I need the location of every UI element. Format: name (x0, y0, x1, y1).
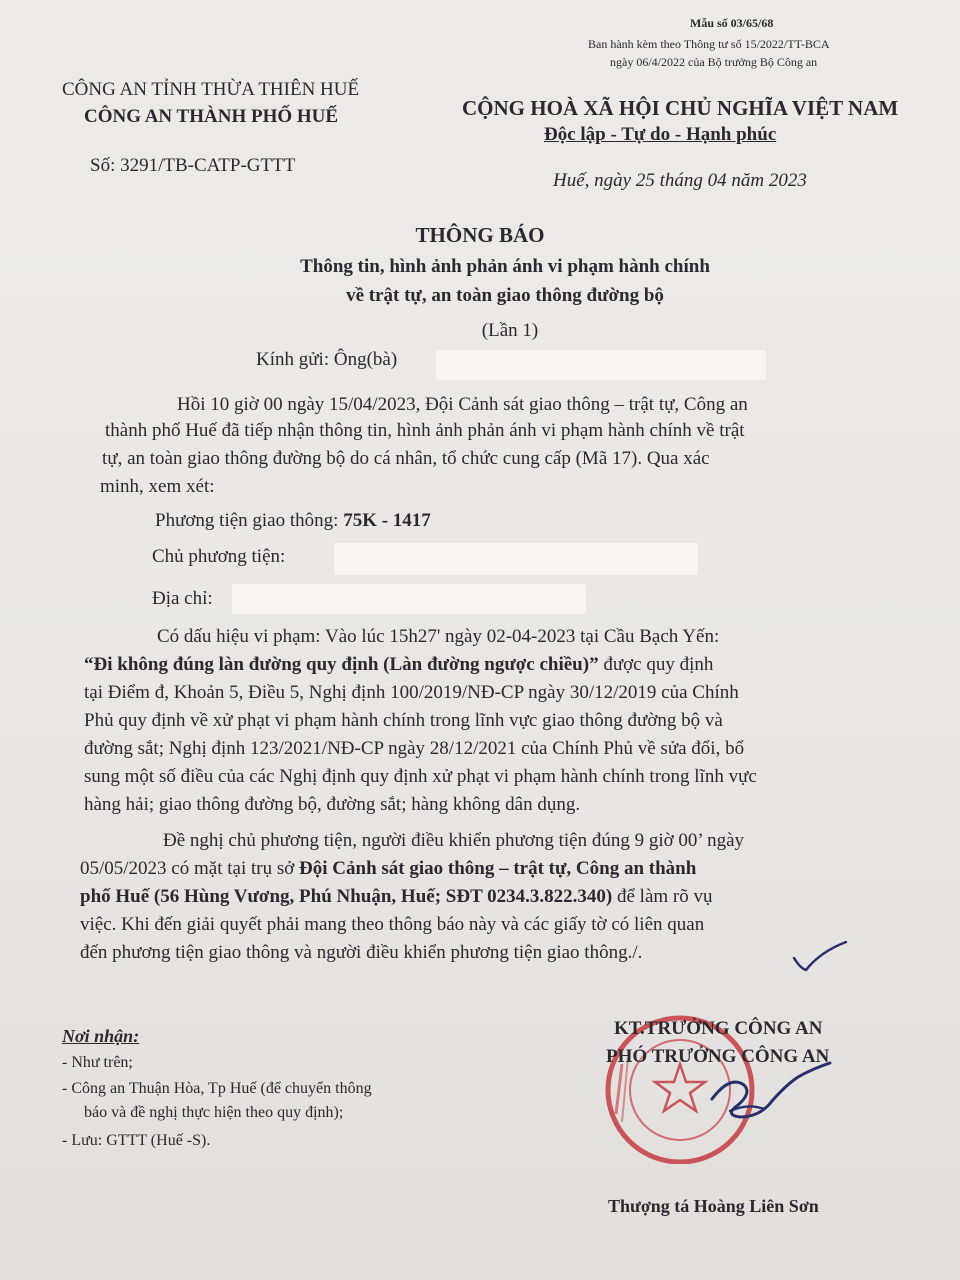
signature-title-2: PHÓ TRƯỞNG CÔNG AN (606, 1046, 830, 1067)
intro-line: thành phố Huế đã tiếp nhận thông tin, hình ảnh phản ánh vi phạm hành chính về trật (105, 420, 745, 441)
intro-line: Hồi 10 giờ 00 ngày 15/04/2023, Đội Cảnh sát giao thông – trật tự, Công an (177, 394, 748, 415)
form-issued-note: Ban hành kèm theo Thông tư số 15/2022/TT-BCA (588, 37, 830, 51)
redaction-recipient (436, 350, 766, 380)
greeting: Kính gửi: Ông(bà) (256, 349, 398, 370)
recipient-item: - Lưu: GTTT (Huế -S). (62, 1132, 211, 1149)
place-date: Huế, ngày 25 tháng 04 năm 2023 (553, 170, 807, 191)
nation-heading: CỘNG HOÀ XÃ HỘI CHỦ NGHĨA VIỆT NAM (462, 96, 899, 120)
license-plate: 75K - 1417 (343, 510, 431, 531)
recipient-item: - Công an Thuận Hòa, Tp Huế (để chuyển thông (62, 1080, 372, 1097)
notice-title: THÔNG BÁO (415, 223, 545, 247)
intro-line: minh, xem xét: (100, 476, 215, 497)
redaction-owner (334, 543, 698, 575)
office-address: phố Huế (56 Hùng Vương, Phú Nhuận, Huế; SĐT 0234.3.822.340) (80, 886, 613, 907)
violation-line (84, 654, 713, 676)
request-line: đến phương tiện giao thông và người điều khiển phương tiện giao thông./. (80, 942, 643, 963)
violation-line: sung một số điều của các Nghị định quy định xử phạt vi phạm hành chính trong lĩnh vực (84, 766, 757, 787)
office-name: Đội Cảnh sát giao thông – trật tự, Công an thành (299, 858, 697, 879)
violation-description: “Đi không đúng làn đường quy định (Làn đường ngược chiều)” (84, 654, 599, 675)
agency-parent: CÔNG AN TỈNH THỪA THIÊN HUẾ (62, 79, 360, 100)
handwritten-signature-icon (700, 1055, 840, 1135)
signer-name: Thượng tá Hoàng Liên Sơn (608, 1196, 819, 1216)
request-line: việc. Khi đến giải quyết phải mang theo thông báo này và các giấy tờ có liên quan (80, 914, 705, 935)
vehicle-label: Phương tiện giao thông: (155, 510, 339, 531)
notice-iteration: (Lần 1) (481, 320, 539, 341)
request-line (80, 858, 696, 880)
violation-line: Có dấu hiệu vi phạm: Vào lúc 15h27' ngày 02-04-2023 tại Cầu Bạch Yến: (157, 626, 720, 647)
form-code: Mẫu số 03/65/68 (690, 16, 774, 30)
signature-title-1: KT.TRƯỞNG CÔNG AN (614, 1018, 823, 1039)
violation-line: hàng hải; giao thông đường bộ, đường sắt; hàng không dân dụng. (84, 794, 581, 815)
recipient-item: báo và đề nghị thực hiện theo quy định); (84, 1104, 344, 1121)
violation-text: được quy định (598, 654, 714, 675)
owner-label: Chủ phương tiện: (152, 546, 286, 567)
nation-motto: Độc lập - Tự do - Hạnh phúc (544, 124, 777, 145)
intro-line: tự, an toàn giao thông đường bộ do cá nhân, tổ chức cung cấp (Mã 17). Qua xác (102, 448, 710, 469)
address-label: Địa chỉ: (152, 588, 213, 609)
request-line (80, 886, 713, 908)
request-text: để làm rõ vụ (612, 886, 713, 907)
recipient-item: - Như trên; (62, 1054, 133, 1071)
violation-line: đường sắt; Nghị định 123/2021/NĐ-CP ngày 28/12/2021 của Chính Phủ về sửa đổi, bổ (84, 738, 745, 759)
violation-line: Phủ quy định về xử phạt vi phạm hành chính trong lĩnh vực giao thông đường bộ và (84, 710, 723, 731)
redaction-address (232, 584, 586, 614)
vehicle-row (155, 510, 431, 532)
owner-row (152, 546, 285, 568)
notice-subtitle-1: Thông tin, hình ảnh phản ánh vi phạm hành chính (300, 256, 710, 277)
notice-subtitle-2: về trật tự, an toàn giao thông đường bộ (346, 285, 664, 306)
address-row (152, 588, 213, 610)
pen-checkmark-icon (790, 938, 850, 974)
request-line: Đề nghị chủ phương tiện, người điều khiển phương tiện đúng 9 giờ 00’ ngày (163, 830, 745, 851)
document-number: Số: 3291/TB-CATP-GTTT (90, 155, 296, 176)
violation-line: tại Điểm đ, Khoản 5, Điều 5, Nghị định 100/2019/NĐ-CP ngày 30/12/2019 của Chính (84, 682, 739, 703)
request-text: 05/05/2023 có mặt tại trụ sở (80, 858, 300, 879)
recipients-title: Nơi nhận: (62, 1026, 140, 1046)
agency-name: CÔNG AN THÀNH PHỐ HUẾ (84, 106, 339, 127)
form-issued-date: ngày 06/4/2022 của Bộ trưởng Bộ Công an (610, 55, 818, 69)
